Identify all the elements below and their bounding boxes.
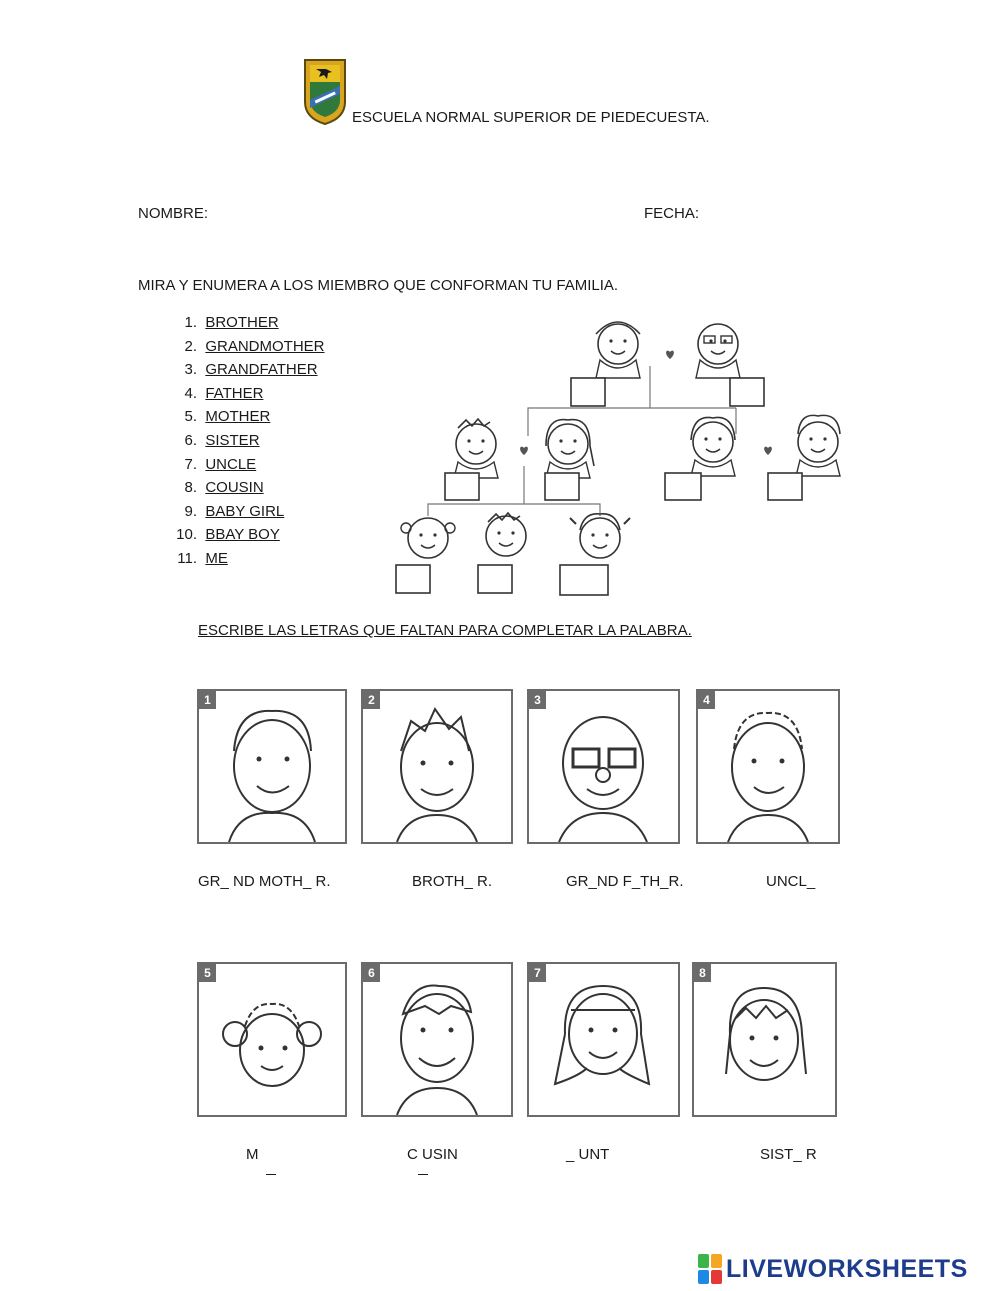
answer-box[interactable] [545,473,579,500]
fill-word-1[interactable]: GR_ ND MOTH_ R. [198,873,331,890]
cousin-face-icon [363,964,511,1115]
grandfather-face-icon [529,691,678,842]
answer-box[interactable] [478,565,512,593]
face-card-7 [527,962,680,1117]
list-item: 3. GRANDFATHER [184,361,318,379]
list-item: 11. ME [177,549,228,567]
answer-box[interactable] [730,378,764,406]
girl-figure [570,514,630,558]
member-word: BROTHER [205,314,279,331]
card-number-badge: 8 [694,964,711,982]
grandmother-face-icon [199,691,345,842]
card-number-badge: 2 [363,691,380,709]
answer-box[interactable] [665,473,701,500]
name-label: NOMBRE: [138,205,209,222]
list-item: 1. BROTHER [184,314,279,331]
face-card-8 [692,962,837,1117]
face-card-2 [361,689,513,844]
face-card-3 [527,689,680,844]
brand-name: LIVEWORKSHEETS [726,1254,968,1283]
member-word: GRANDMOTHER [205,337,325,355]
aunt-figure [691,417,735,476]
sister-face-icon [694,964,835,1115]
grandfather-figure [696,324,740,378]
date-label: FECHA: [644,205,700,222]
member-word: MOTHER [205,408,271,426]
brother-face-icon [363,691,511,842]
boy-figure [486,513,526,556]
blank-underline [418,1174,428,1175]
face-card-5 [197,962,347,1117]
list-item: 4. FATHER [184,384,264,402]
mother-figure [546,420,594,478]
baby-girl-face-icon [199,964,345,1115]
answer-box[interactable] [768,473,802,500]
fill-word-8[interactable]: SIST_ R [760,1146,817,1163]
section1-instruction: MIRA Y ENUMERA A LOS MIEMBRO QUE CONFORMAN TU FAMILIA. [138,277,619,294]
school-name: ESCUELA NORMAL SUPERIOR DE PIEDECUESTA. [352,109,710,126]
member-word: GRANDFATHER [205,361,318,379]
family-tree-illustration [388,316,868,601]
fill-word-2[interactable]: BROTH_ R. [412,873,493,890]
liveworksheets-logo-icon [698,1254,722,1284]
face-card-1 [197,689,347,844]
list-item: 10. BBAY BOY [176,526,280,544]
blank-underline [266,1174,276,1175]
member-word: SISTER [205,431,260,449]
school-crest [302,56,348,126]
father-figure [454,419,498,478]
member-word: FATHER [205,384,264,402]
member-word: BBAY BOY [205,526,280,544]
aunt-face-icon [529,964,678,1115]
list-item: 2. GRANDMOTHER [184,337,325,355]
uncle-figure [796,415,840,476]
list-item: 7. UNCLE [184,455,257,473]
answer-box[interactable] [571,378,605,406]
member-word: COUSIN [205,479,264,497]
answer-box[interactable] [396,565,430,593]
card-number-badge: 7 [529,964,546,982]
liveworksheets-logo [698,1252,968,1286]
card-number-badge: 4 [698,691,715,709]
member-word: ME [205,549,228,567]
fill-word-3[interactable]: GR_ND F_TH_R. [566,873,684,890]
face-card-4 [696,689,840,844]
fill-word-6[interactable]: C USIN [407,1146,458,1163]
list-item: 9. BABY GIRL [184,502,285,520]
card-number-badge: 5 [199,964,216,982]
answer-box[interactable] [560,565,608,595]
family-member-list [160,313,325,573]
list-item: 6. SISTER [184,431,260,449]
card-number-badge: 1 [199,691,216,709]
card-number-badge: 6 [363,964,380,982]
fill-word-5[interactable]: M [246,1146,259,1163]
card-number-badge: 3 [529,691,546,709]
section2-instruction: ESCRIBE LAS LETRAS QUE FALTAN PARA COMPLETAR LA PALABRA. [198,622,692,639]
list-item: 8. COUSIN [184,479,264,497]
grandmother-figure [596,322,640,378]
answer-box[interactable] [445,473,479,500]
fill-word-7[interactable]: _ UNT [566,1146,610,1163]
baby-girl-figure [401,518,455,558]
member-word: BABY GIRL [205,502,285,520]
list-item: 5. MOTHER [184,408,271,426]
face-card-6 [361,962,513,1117]
uncle-face-icon [698,691,838,842]
fill-word-4[interactable]: UNCL_ [766,873,816,890]
member-word: UNCLE [205,455,257,473]
